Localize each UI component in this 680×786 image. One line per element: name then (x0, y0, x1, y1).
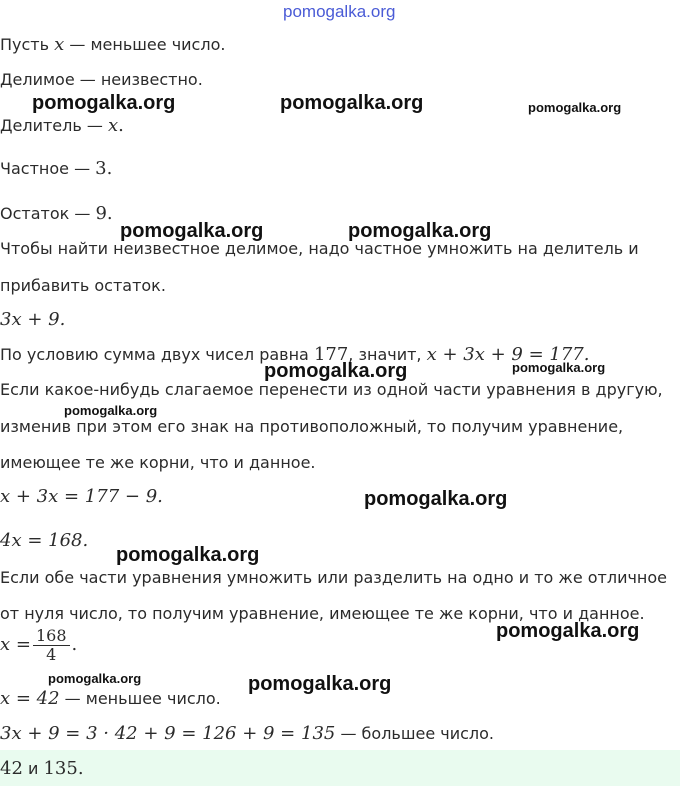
watermark: pomogalka.org (48, 671, 142, 686)
watermark: pomogalka.org (120, 220, 264, 242)
expr-dividend: 3x + 9. (0, 309, 66, 330)
watermark: pomogalka.org (348, 220, 492, 242)
watermark: pomogalka.org (116, 544, 260, 566)
expr-transfer: x + 3x = 177 − 9. (0, 486, 163, 507)
watermark: pomogalka.org (512, 360, 606, 375)
line-quotient: Частное — 3. (0, 158, 113, 179)
line-transfer-rule-3: имеющее те же корни, что и данное. (0, 453, 316, 472)
fraction: $\frac{168}{4}$ (33, 627, 70, 664)
line-assume: Пусть x — меньшее число. (0, 34, 226, 55)
line-condition: По условию сумма двух чисел равна 177, значит, x + 3x + 9 = 177. (0, 344, 590, 365)
expr-fraction: x = $\frac{168}{4}$ . (0, 626, 78, 664)
watermark: pomogalka.org (364, 488, 508, 510)
line-transfer-rule-1: Если какое-нибудь слагаемое перенести из одной части уравнения в другую, (0, 380, 663, 399)
line-dividend: Делимое — неизвестно. (0, 70, 203, 89)
line-remainder: Остаток — 9. (0, 203, 113, 224)
line-smaller-number: x = 42 — меньшее число. (0, 688, 221, 709)
watermark: pomogalka.org (280, 92, 424, 114)
answer-line: 42 и 135. (0, 758, 84, 779)
line-rule-2: прибавить остаток. (0, 276, 166, 295)
line-divisor: Делитель — x. (0, 115, 124, 136)
line-divide-rule-1: Если обе части уравнения умножить или разделить на одно и то же отличное (0, 568, 668, 587)
watermark: pomogalka.org (64, 403, 158, 418)
watermark: pomogalka.org (32, 92, 176, 114)
line-transfer-rule-2: изменив при этом его знак на противоположный, то получим уравнение, (0, 417, 624, 436)
answer-box (0, 750, 680, 786)
watermark: pomogalka.org (496, 620, 640, 642)
watermark: pomogalka.org (528, 100, 622, 115)
watermark: pomogalka.org (248, 673, 392, 695)
site-header-link[interactable]: pomogalka.org (283, 2, 396, 21)
line-larger-number: 3x + 9 = 3 · 42 + 9 = 126 + 9 = 135 — большее число. (0, 723, 495, 744)
line-divide-rule-2: от нуля число, то получим уравнение, имеющее те же корни, что и данное. (0, 604, 645, 623)
line-rule-1: Чтобы найти неизвестное делимое, надо частное умножить на делитель и (0, 239, 639, 258)
expr-simplified: 4x = 168. (0, 530, 89, 551)
watermark: pomogalka.org (264, 360, 408, 382)
